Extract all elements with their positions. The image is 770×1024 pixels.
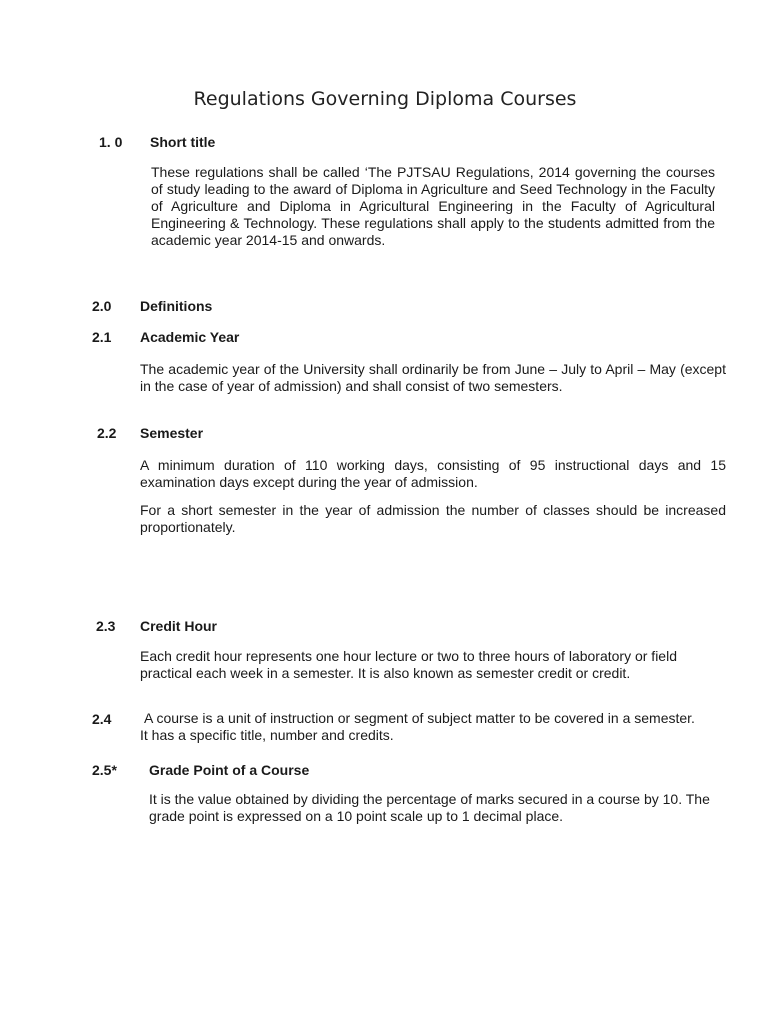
section-heading: Definitions [140, 298, 213, 314]
document-title: Regulations Governing Diploma Courses [193, 88, 577, 110]
section-paragraph: For a short semester in the year of admission the number of classes should be increased proportionately. [140, 502, 726, 535]
section-paragraph: Each credit hour represents one hour lecture or two to three hours of laboratory or field practical each week in a semester. It is also known as semester credit or credit. [140, 648, 677, 681]
section-number: 2.3 [96, 618, 116, 634]
section-paragraph: A course is a unit of instruction or segment of subject matter to be covered in a semester. It has a specific title, number and credits. [140, 710, 695, 743]
section-paragraph: It is the value obtained by dividing the percentage of marks secured in a course by 10. The grade point is expressed on a 10 point scale up to 1 decimal place. [149, 791, 710, 824]
section-number: 2.2 [97, 425, 117, 441]
section-heading: Short title [150, 134, 216, 150]
section-paragraph: The academic year of the University shall ordinarily be from June – July to April – May (except in the case of year of admission) and shall consist of two semesters. [140, 361, 726, 394]
section-heading: Credit Hour [140, 618, 217, 634]
section-number: 2.4 [92, 711, 112, 727]
section-heading: Academic Year [140, 329, 240, 345]
section-paragraph: A minimum duration of 110 working days, consisting of 95 instructional days and 15 examination days except during the year of admission. [140, 457, 726, 490]
section-heading: Grade Point of a Course [149, 762, 310, 778]
section-number: 2.1 [92, 329, 112, 345]
section-number: 2.5* [92, 762, 117, 778]
section-number: 2.0 [92, 298, 112, 314]
section-paragraph: These regulations shall be called ‘The PJTSAU Regulations, 2014 governing the courses of study leading to the award of Diploma in Agriculture and Seed Technology in the Faculty of Agriculture and Diploma in Agricultural Engineering in the Faculty of Agricultural Engineering & Technology. These regulations shall apply to the students admitted from the academic year 2014-15 and onwards. [151, 164, 715, 248]
section-heading: Semester [140, 425, 204, 441]
section-number: 1. 0 [99, 134, 123, 150]
